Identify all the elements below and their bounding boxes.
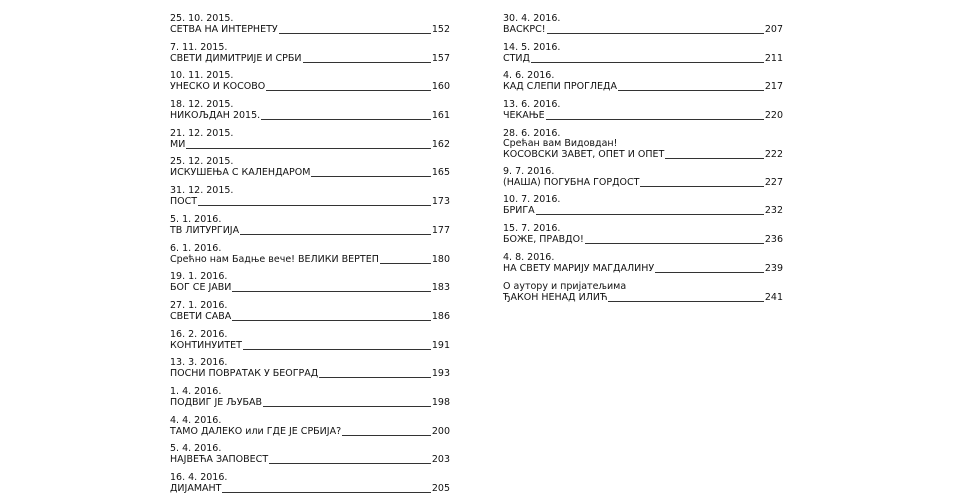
- entry-line: [170, 24, 450, 36]
- entry-date: 4. 6. 2016.: [503, 70, 555, 82]
- entry-page-number: 177: [431, 224, 450, 236]
- entry-date: 25. 10. 2015.: [170, 13, 234, 24]
- toc-entry: [503, 195, 783, 224]
- entry-title: СЕТВА НА ИНТЕРНЕТУ: [170, 24, 278, 35]
- entry-line: [170, 167, 450, 179]
- entry-page-number: 161: [431, 110, 450, 122]
- leader-line: [186, 147, 431, 149]
- toc-entry: [503, 71, 783, 100]
- toc-entry: [170, 157, 450, 186]
- leader-line: [640, 185, 763, 187]
- entry-title: СВЕТИ САВА: [170, 310, 232, 322]
- entry-line: [170, 454, 450, 466]
- leader-line: [536, 213, 764, 215]
- entry-date: 10. 11. 2015.: [170, 70, 234, 82]
- entry-date: 1. 4. 2016.: [170, 385, 222, 397]
- entry-title: НИКОЉДАН 2015.: [170, 110, 261, 122]
- leader-line: [266, 89, 431, 91]
- entry-date: 27. 1. 2016.: [170, 299, 228, 311]
- entry-page-number: 162: [431, 138, 450, 150]
- entry-title: БОЖЕ, ПРАВДО!: [503, 234, 584, 246]
- leader-line: [585, 242, 764, 244]
- entry-line: [170, 110, 450, 122]
- leader-line: [618, 89, 764, 91]
- leader-line: [380, 262, 431, 264]
- entry-line: [503, 149, 783, 161]
- entry-title: КОСОВСКИ ЗАВЕТ, ОПЕТ И ОПЕТ: [503, 148, 665, 160]
- entry-title: КАД СЛЕПИ ПРОГЛЕДА: [503, 81, 617, 93]
- entry-line: [503, 110, 783, 122]
- entry-date: 15. 7. 2016.: [503, 223, 561, 235]
- entry-line: [503, 263, 783, 275]
- entry-page-number: 217: [764, 81, 783, 93]
- entry-page-number: 173: [431, 196, 450, 208]
- toc-entry: [503, 129, 783, 167]
- toc-entry: [170, 444, 450, 473]
- toc-entry: [170, 387, 450, 416]
- entry-subtitle: Срећан вам Видовдан!: [503, 137, 618, 149]
- entry-page-number: 241: [764, 291, 783, 303]
- leader-line: [546, 118, 764, 120]
- entry-date: 18. 12. 2015.: [170, 99, 234, 111]
- entry-title: Срећно нам Бадње вече! ВЕЛИКИ ВЕРТЕП: [170, 253, 379, 265]
- entry-title: (НАША) ПОГУБНА ГОРДОСТ: [503, 176, 640, 188]
- entry-page-number: 222: [764, 148, 783, 160]
- entry-page-number: 203: [431, 454, 450, 466]
- leader-line: [222, 491, 430, 493]
- entry-page-number: 198: [431, 396, 450, 408]
- entry-line: [503, 53, 783, 65]
- entry-page-number: 207: [764, 24, 783, 35]
- entry-line: [503, 177, 783, 189]
- entry-date: 13. 3. 2016.: [170, 357, 228, 369]
- leader-line: [665, 157, 764, 159]
- entry-date: 5. 4. 2016.: [170, 443, 222, 455]
- entry-page-number: 160: [431, 81, 450, 93]
- entry-line: [170, 81, 450, 93]
- entry-title: ЂАКОН НЕНАД ИЛИЋ: [503, 291, 608, 303]
- entry-date: 30. 4. 2016.: [503, 13, 561, 24]
- leader-line: [263, 405, 431, 407]
- toc-entry: [503, 43, 783, 72]
- entry-date: 9. 7. 2016.: [503, 165, 555, 177]
- entry-date: 25. 12. 2015.: [170, 156, 234, 168]
- entry-line: [170, 139, 450, 151]
- toc-entry: [503, 224, 783, 253]
- toc-entry: [170, 71, 450, 100]
- leader-line: [198, 204, 431, 206]
- entry-date: 13. 6. 2016.: [503, 99, 561, 111]
- leader-line: [269, 462, 431, 464]
- entry-page-number: 157: [431, 52, 450, 64]
- entry-date: 31. 12. 2015.: [170, 185, 234, 197]
- leader-line: [240, 233, 431, 235]
- entry-line: [170, 426, 450, 438]
- toc-entry: [170, 100, 450, 129]
- entry-date: 5. 1. 2016.: [170, 213, 222, 225]
- entry-line: [170, 254, 450, 266]
- entry-date: 21. 12. 2015.: [170, 127, 234, 139]
- toc-entry: [170, 301, 450, 330]
- leader-line: [232, 290, 430, 292]
- entry-line: [503, 205, 783, 217]
- entry-page-number: 220: [764, 110, 783, 122]
- leader-line: [303, 61, 431, 63]
- entry-page-number: 239: [764, 262, 783, 274]
- toc-entry: [170, 473, 450, 502]
- entry-title: СТИД: [503, 52, 530, 64]
- entry-title: ЧЕКАЊЕ: [503, 110, 545, 122]
- entry-date: 16. 2. 2016.: [170, 328, 228, 340]
- entry-page-number: 191: [431, 339, 450, 351]
- leader-line: [608, 300, 763, 302]
- toc-entry: [503, 282, 783, 311]
- entry-title: ПОСТ: [170, 196, 198, 208]
- toc-left-column: [170, 14, 450, 502]
- toc-entry: [170, 272, 450, 301]
- toc-entry: [170, 244, 450, 273]
- toc-entry: [503, 14, 783, 43]
- leader-line: [342, 434, 431, 436]
- entry-line: [503, 81, 783, 93]
- entry-line: [170, 53, 450, 65]
- entry-title: ПОСНИ ПОВРАТАК У БЕОГРАД: [170, 368, 319, 380]
- entry-line: [170, 397, 450, 409]
- entry-page-number: 193: [431, 368, 450, 380]
- entry-subtitle: О аутору и пријатељима: [503, 280, 627, 292]
- entry-page-number: 205: [431, 483, 450, 494]
- entry-title: БРИГА: [503, 205, 535, 217]
- entry-page-number: 200: [431, 425, 450, 437]
- entry-title: БОГ СЕ ЈАВИ: [170, 282, 232, 294]
- toc-entry: [170, 43, 450, 72]
- entry-line: [170, 282, 450, 294]
- entry-line: [503, 292, 783, 304]
- entry-page-number: 211: [764, 52, 783, 64]
- entry-date: 19. 1. 2016.: [170, 271, 228, 283]
- toc-entry: [170, 358, 450, 387]
- leader-line: [261, 118, 431, 120]
- leader-line: [279, 32, 431, 34]
- toc-entry: [170, 215, 450, 244]
- entry-title: ТАМО ДАЛЕКО или ГДЕ ЈЕ СРБИЈА?: [170, 425, 342, 437]
- entry-line: [170, 196, 450, 208]
- toc-entry: [503, 100, 783, 129]
- entry-title: СВЕТИ ДИМИТРИЈЕ И СРБИ: [170, 52, 302, 64]
- entry-date: 7. 11. 2015.: [170, 41, 228, 53]
- toc-entry: [170, 330, 450, 359]
- leader-line: [232, 319, 431, 321]
- entry-date: 16. 4. 2016.: [170, 472, 228, 483]
- entry-title: УНЕСКО И КОСОВО: [170, 81, 266, 93]
- entry-date: 28. 6. 2016.: [503, 127, 561, 139]
- leader-line: [311, 175, 430, 177]
- toc-right-column: [503, 14, 783, 310]
- entry-line: [170, 311, 450, 323]
- entry-line: [170, 483, 450, 495]
- toc-entry: [170, 186, 450, 215]
- entry-date: 10. 7. 2016.: [503, 194, 561, 206]
- entry-title: ТВ ЛИТУРГИЈА: [170, 224, 240, 236]
- entry-page-number: 232: [764, 205, 783, 217]
- entry-line: [170, 340, 450, 352]
- entry-date: 4. 8. 2016.: [503, 251, 555, 263]
- entry-title: МИ: [170, 138, 186, 150]
- entry-line: [503, 234, 783, 246]
- leader-line: [319, 376, 431, 378]
- entry-title: ВАСКРС!: [503, 24, 546, 35]
- entry-title: ПОДВИГ ЈЕ ЉУБАВ: [170, 396, 263, 408]
- entry-page-number: 165: [431, 167, 450, 179]
- entry-title: НА СВЕТУ МАРИЈУ МАГДАЛИНУ: [503, 262, 655, 274]
- leader-line: [655, 271, 764, 273]
- leader-line: [531, 61, 764, 63]
- entry-page-number: 152: [431, 24, 450, 35]
- entry-line: [503, 24, 783, 36]
- entry-page-number: 180: [431, 253, 450, 265]
- toc-entry: [503, 167, 783, 196]
- entry-page-number: 183: [431, 282, 450, 294]
- toc-entry: [170, 14, 450, 43]
- entry-date: 14. 5. 2016.: [503, 41, 561, 53]
- toc-entry: [503, 253, 783, 282]
- entry-page-number: 186: [431, 310, 450, 322]
- toc-entry: [170, 416, 450, 445]
- entry-title: НАЈВЕЋА ЗАПОВЕСТ: [170, 454, 269, 466]
- entry-line: [170, 225, 450, 237]
- entry-page-number: 227: [764, 176, 783, 188]
- entry-page-number: 236: [764, 234, 783, 246]
- entry-title: ИСКУШЕЊА С КАЛЕНДАРОМ: [170, 167, 311, 179]
- entry-title: ДИЈАМАНТ: [170, 483, 222, 494]
- toc-entry: [170, 129, 450, 158]
- entry-date: 4. 4. 2016.: [170, 414, 222, 426]
- leader-line: [547, 32, 764, 34]
- entry-date: 6. 1. 2016.: [170, 242, 222, 254]
- entry-line: [170, 368, 450, 380]
- leader-line: [243, 348, 431, 350]
- entry-title: КОНТИНУИТЕТ: [170, 339, 242, 351]
